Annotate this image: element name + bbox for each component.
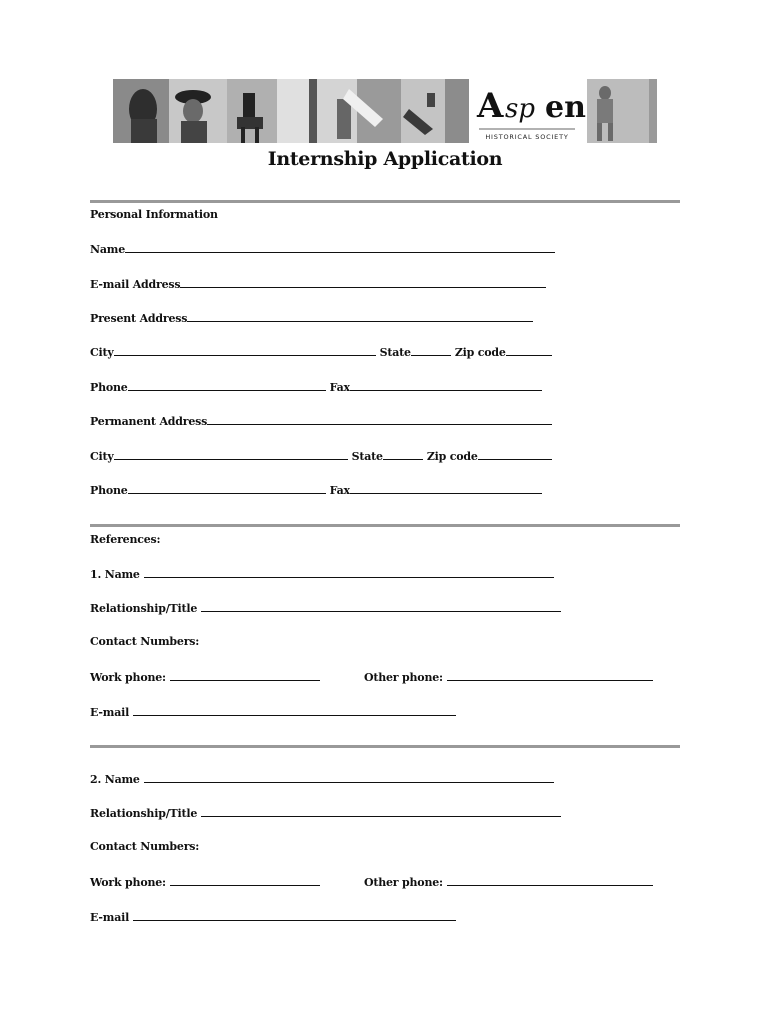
ref2-relationship-row [90, 806, 561, 820]
ref2-name-row [90, 772, 554, 786]
permanent-address-field[interactable] [207, 414, 552, 425]
email-field-row [90, 277, 546, 291]
ref2-email-label: E-mail [90, 911, 130, 924]
logo-subtitle: HISTORICAL SOCIETY [485, 133, 569, 141]
email-field[interactable] [180, 277, 546, 288]
logo-text: A [477, 86, 504, 126]
city-state-zip-row [90, 345, 552, 359]
ref2-email-field[interactable] [133, 910, 456, 921]
phone-field[interactable] [128, 483, 326, 494]
ref2-other-phone-field[interactable] [447, 875, 653, 886]
permanent-address-label: Permanent Address [90, 415, 208, 428]
ref1-email-field[interactable] [133, 705, 456, 716]
ref2-name-field[interactable] [144, 772, 554, 783]
phone-label: Phone [90, 381, 128, 394]
fax-label: Fax [329, 381, 350, 394]
ref2-phones-row [90, 875, 653, 889]
fax-field[interactable] [350, 380, 542, 391]
photo-tile [445, 79, 469, 143]
permanent-address-row [90, 414, 552, 428]
city-state-zip-row-2 [90, 449, 552, 463]
city-label: City [90, 450, 114, 463]
ref1-other-phone-field[interactable] [447, 670, 653, 681]
ref1-name-label: 1. Name [90, 568, 140, 581]
name-field[interactable] [125, 242, 555, 253]
ref2-contact-heading: Contact Numbers: [90, 840, 200, 853]
section-divider [90, 524, 680, 527]
ref1-relationship-label: Relationship/Title [90, 602, 198, 615]
ref1-work-phone-field[interactable] [170, 670, 320, 681]
city-field[interactable] [114, 449, 348, 460]
ref1-work-phone-label: Work phone: [90, 671, 166, 684]
section-heading-personal: Personal Information [90, 208, 218, 221]
ref2-other-phone-label: Other phone: [363, 876, 443, 889]
name-label: Name [90, 243, 126, 256]
present-address-field[interactable] [187, 311, 533, 322]
zip-label: Zip code [426, 450, 478, 463]
present-address-row [90, 311, 533, 325]
zip-field[interactable] [478, 449, 552, 460]
ref1-name-field[interactable] [144, 567, 554, 578]
state-field[interactable] [383, 449, 423, 460]
state-label: State [379, 346, 411, 359]
ref1-name-row [90, 567, 554, 581]
ref2-name-label: 2. Name [90, 773, 140, 786]
phone-fax-row [90, 380, 542, 394]
fax-label: Fax [329, 484, 350, 497]
page-title: Internship Application [267, 148, 503, 170]
section-heading-references: References: [90, 533, 161, 546]
header-banner [113, 79, 657, 143]
phone-fax-row-2 [90, 483, 542, 497]
section-divider [90, 745, 680, 748]
ref1-other-phone-label: Other phone: [363, 671, 443, 684]
ref1-relationship-row [90, 601, 561, 615]
ref2-relationship-field[interactable] [201, 806, 561, 817]
ref1-email-label: E-mail [90, 706, 130, 719]
email-label: E-mail Address [90, 278, 181, 291]
svg-text:en: en [545, 90, 586, 125]
ref2-relationship-label: Relationship/Title [90, 807, 198, 820]
ref2-work-phone-field[interactable] [170, 875, 320, 886]
section-divider [90, 200, 680, 203]
phone-label: Phone [90, 484, 128, 497]
city-field[interactable] [114, 345, 376, 356]
name-field-row [90, 242, 555, 256]
zip-field[interactable] [506, 345, 552, 356]
ref1-email-row [90, 705, 456, 719]
state-field[interactable] [411, 345, 451, 356]
phone-field[interactable] [128, 380, 326, 391]
ref1-phones-row [90, 670, 653, 684]
svg-text:sp: sp [505, 94, 535, 124]
ref1-relationship-field[interactable] [201, 601, 561, 612]
present-address-label: Present Address [90, 312, 188, 325]
fax-field[interactable] [350, 483, 542, 494]
ref1-contact-heading: Contact Numbers: [90, 635, 200, 648]
ref2-work-phone-label: Work phone: [90, 876, 166, 889]
city-label: City [90, 346, 114, 359]
zip-label: Zip code [454, 346, 506, 359]
state-label: State [351, 450, 383, 463]
ref2-email-row [90, 910, 456, 924]
